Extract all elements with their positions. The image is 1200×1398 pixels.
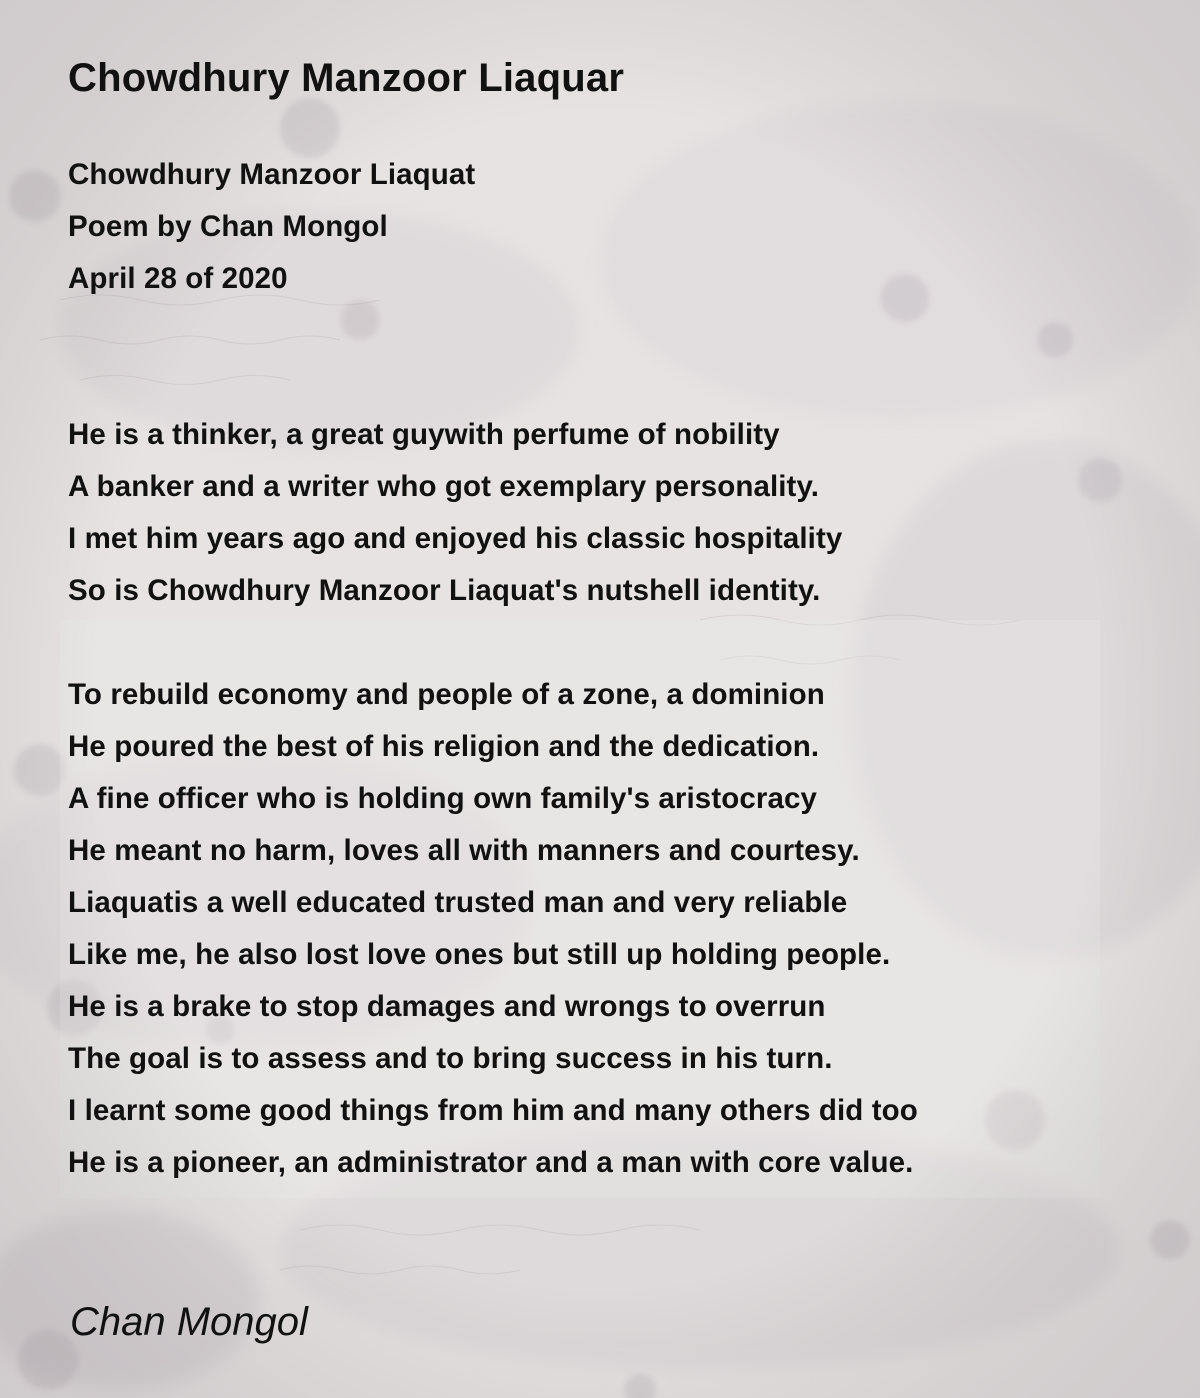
poem-date: April 28 of 2020 — [68, 262, 288, 295]
poem-line: Liaquatis a well educated trusted man and very reliable — [68, 886, 848, 919]
poem-line: A banker and a writer who got exemplary personality. — [68, 470, 820, 503]
poem-line: He is a brake to stop damages and wrongs to overrun — [68, 990, 826, 1023]
author-signature: Chan Mongol — [70, 1300, 308, 1344]
poem-line: So is Chowdhury Manzoor Liaquat's nutshell identity. — [68, 574, 821, 607]
poem-line: He poured the best of his religion and the dedication. — [68, 730, 820, 763]
poem-line: The goal is to assess and to bring success in his turn. — [68, 1042, 833, 1075]
poem-subtitle: Chowdhury Manzoor Liaquat — [68, 158, 476, 191]
poem-line: A fine officer who is holding own family's aristocracy — [68, 782, 817, 815]
poem-line: He is a thinker, a great guywith perfume of nobility — [68, 418, 780, 451]
poem-line: He is a pioneer, an administrator and a man with core value. — [68, 1146, 914, 1179]
poem-line: Like me, he also lost love ones but still up holding people. — [68, 938, 891, 971]
poem-line: He meant no harm, loves all with manners and courtesy. — [68, 834, 860, 867]
poem-byline: Poem by Chan Mongol — [68, 210, 388, 243]
poem-line: To rebuild economy and people of a zone, a dominion — [68, 678, 825, 711]
poem-line: I learnt some good things from him and many others did too — [68, 1094, 918, 1127]
poem-line: I met him years ago and enjoyed his classic hospitality — [68, 522, 843, 555]
page-title: Chowdhury Manzoor Liaquar — [68, 56, 625, 100]
